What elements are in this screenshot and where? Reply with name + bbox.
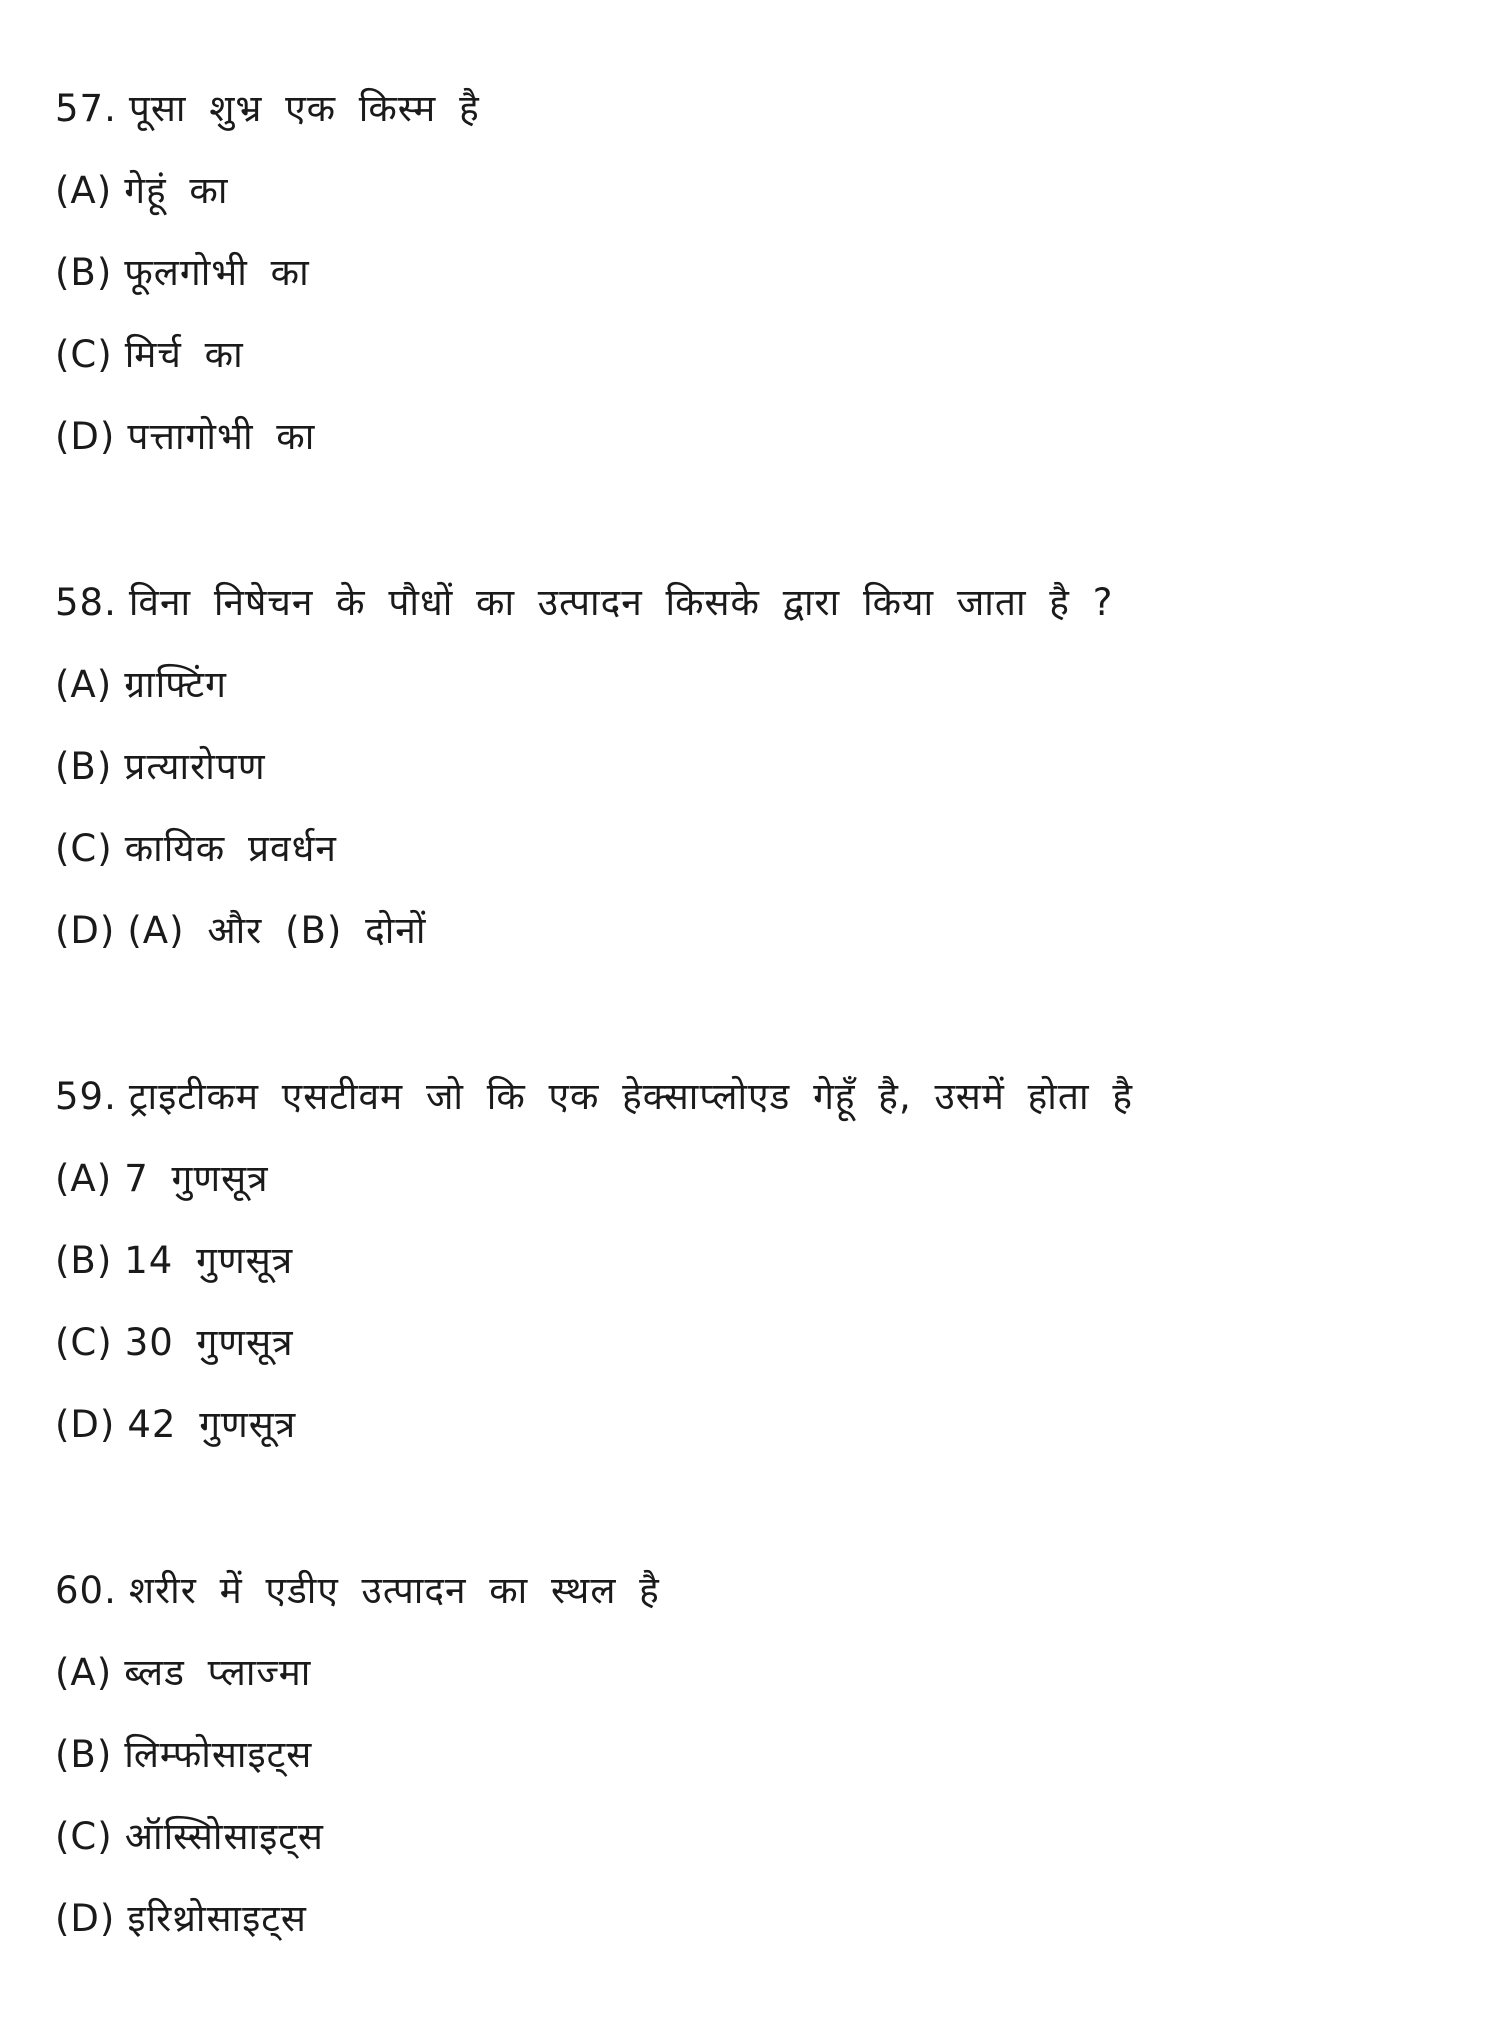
option-text: 30 गुणसूत्र <box>124 1321 294 1364</box>
option-c[interactable] <box>55 808 1455 890</box>
option-label: (B) <box>55 1733 113 1776</box>
option-text: पत्तागोभी का <box>127 415 316 458</box>
question-text: ट्राइटीकम एसटीवम जो कि एक हेक्साप्लोएड गेहूँ है, उसमें होता है <box>128 1075 1133 1118</box>
option-text: लिम्फोसाइट्स <box>124 1733 313 1776</box>
question-stem <box>55 68 1455 150</box>
option-label: (C) <box>55 827 113 870</box>
question-58 <box>55 562 1455 972</box>
option-text: ऑस्सिोसाइट्स <box>124 1815 324 1858</box>
option-c[interactable] <box>55 1302 1455 1384</box>
option-b[interactable] <box>55 1714 1455 1796</box>
option-label: (A) <box>55 663 113 706</box>
option-label: (D) <box>55 909 116 952</box>
option-label: (B) <box>55 251 113 294</box>
option-label: (B) <box>55 745 113 788</box>
question-stem <box>55 1550 1455 1632</box>
question-number: 57. <box>55 87 117 130</box>
option-c[interactable] <box>55 1796 1455 1878</box>
question-60 <box>55 1550 1455 1960</box>
question-number: 58. <box>55 581 117 624</box>
option-text: 7 गुणसूत्र <box>124 1157 269 1200</box>
option-label: (B) <box>55 1239 113 1282</box>
option-text: ब्लड प्लाज्मा <box>124 1651 312 1694</box>
option-a[interactable] <box>55 1632 1455 1714</box>
option-text: मिर्च का <box>124 333 244 376</box>
option-a[interactable] <box>55 1138 1455 1220</box>
question-number: 59. <box>55 1075 117 1118</box>
option-d[interactable] <box>55 1878 1455 1960</box>
option-d[interactable] <box>55 1384 1455 1466</box>
option-c[interactable] <box>55 314 1455 396</box>
option-a[interactable] <box>55 644 1455 726</box>
option-text: गेहूं का <box>124 169 229 212</box>
option-text: 42 गुणसूत्र <box>127 1403 297 1446</box>
option-text: फूलगोभी का <box>124 251 310 294</box>
question-number: 60. <box>55 1569 117 1612</box>
option-label: (A) <box>55 1651 113 1694</box>
option-text: इरिथ्रोसाइट्स <box>127 1897 307 1940</box>
option-text: (A) और (B) दोनों <box>127 909 427 952</box>
option-label: (D) <box>55 415 116 458</box>
option-label: (D) <box>55 1897 116 1940</box>
option-b[interactable] <box>55 726 1455 808</box>
question-stem <box>55 1056 1455 1138</box>
option-d[interactable] <box>55 396 1455 478</box>
option-label: (C) <box>55 1321 113 1364</box>
option-label: (C) <box>55 333 113 376</box>
option-text: प्रत्यारोपण <box>124 745 266 788</box>
option-d[interactable] <box>55 890 1455 972</box>
question-text: पूसा शुभ्र एक किस्म है <box>128 87 480 130</box>
option-text: ग्राफ्टिंग <box>124 663 227 706</box>
option-b[interactable] <box>55 232 1455 314</box>
question-stem <box>55 562 1455 644</box>
option-text: 14 गुणसूत्र <box>124 1239 294 1282</box>
question-text: विना निषेचन के पौधों का उत्पादन किसके द्वारा किया जाता है ? <box>128 581 1114 624</box>
question-57 <box>55 68 1455 478</box>
option-b[interactable] <box>55 1220 1455 1302</box>
question-text: शरीर में एडीए उत्पादन का स्थल है <box>128 1569 660 1612</box>
option-label: (A) <box>55 169 113 212</box>
option-a[interactable] <box>55 150 1455 232</box>
option-text: कायिक प्रवर्धन <box>124 827 337 870</box>
option-label: (C) <box>55 1815 113 1858</box>
option-label: (A) <box>55 1157 113 1200</box>
question-59 <box>55 1056 1455 1466</box>
option-label: (D) <box>55 1403 116 1446</box>
